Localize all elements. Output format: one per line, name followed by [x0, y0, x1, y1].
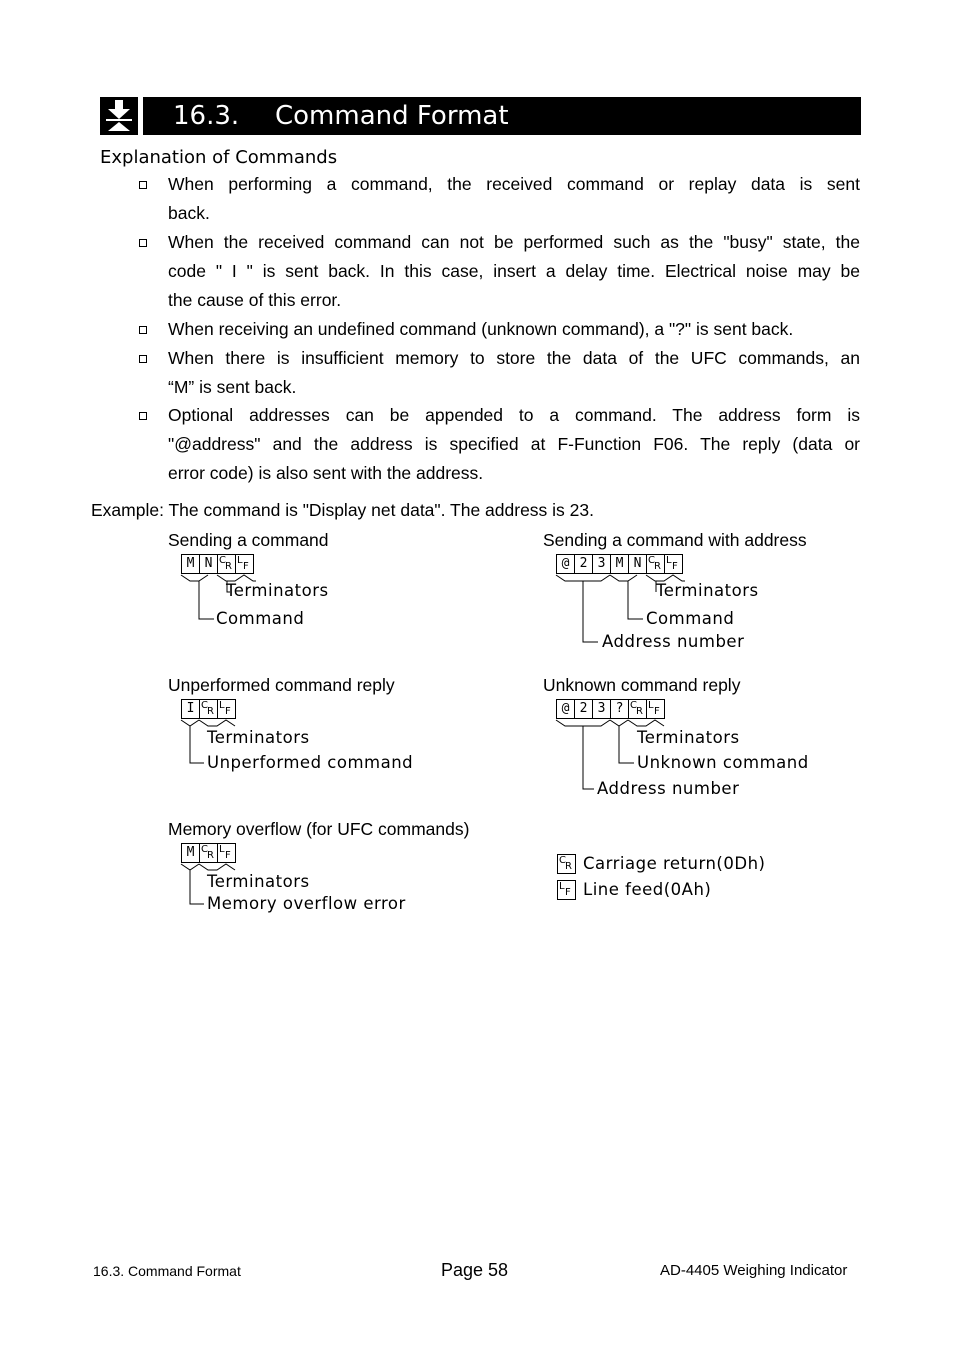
char-box: 3 [593, 554, 611, 574]
footer-section: 16.3. Command Format [93, 1263, 241, 1279]
legend-lf-label: Line feed(0Ah) [583, 880, 712, 899]
diagram-title: Sending a command with address [543, 530, 807, 550]
label-terminators: Terminators [207, 728, 310, 747]
label-address-number: Address number [602, 632, 745, 651]
lf-icon: L F [236, 554, 254, 574]
label-unperformed-command: Unperformed command [207, 753, 414, 772]
label-terminators: Terminators [656, 581, 759, 600]
list-item: Optional addresses can be appended to a command. The address form is "@address" and the address is specified at F-Function F06. The reply (data or error code) is also sent with the address. [168, 405, 860, 483]
legend-cr-label: Carriage return(0Dh) [583, 854, 766, 873]
diagram-title: Sending a command [168, 530, 329, 550]
char-box: @ [556, 554, 575, 574]
label-terminators: Terminators [226, 581, 329, 600]
char-box: N [200, 554, 218, 574]
cr-icon: C R [218, 554, 236, 574]
list-item: When there is insufficient memory to store the data of the UFC commands, an “M” is sent back. [168, 348, 860, 397]
lf-icon: L F [218, 843, 236, 863]
label-command: Command [646, 609, 735, 628]
char-box: ? [611, 699, 629, 719]
list-item: When receiving an undefined command (unknown command), a "?" is sent back. [168, 319, 794, 339]
lf-icon: L F [218, 699, 236, 719]
cr-icon: C R [557, 854, 576, 874]
list-item: When the received command can not be performed such as the "busy" state, the code " I " is sent back. In this case, insert a delay time. Electrical noise may be the cause of this error. [168, 232, 860, 310]
label-address-number: Address number [597, 779, 740, 798]
char-box: @ [556, 699, 575, 719]
cr-icon: C R [200, 699, 218, 719]
cr-icon: C R [200, 843, 218, 863]
diagram-title: Unknown command reply [543, 675, 741, 695]
label-terminators: Terminators [637, 728, 740, 747]
diagram-title: Unperformed command reply [168, 675, 395, 695]
char-box: 3 [593, 699, 611, 719]
subheading: Explanation of Commands [100, 147, 338, 168]
label-unknown-command: Unknown command [637, 753, 809, 772]
char-box: M [181, 554, 200, 574]
diagram-title: Memory overflow (for UFC commands) [168, 819, 470, 839]
footer-product: AD-4405 Weighing Indicator [660, 1262, 848, 1279]
cr-icon: C R [629, 699, 647, 719]
char-box: M [181, 843, 200, 863]
page-number: Page 58 [441, 1260, 509, 1280]
label-terminators: Terminators [207, 872, 310, 891]
lf-icon: L F [647, 699, 665, 719]
lf-icon: L F [665, 554, 683, 574]
list-item: When performing a command, the received command or replay data is sent back. [168, 174, 860, 223]
example-text: Example: The command is "Display net data". The address is 23. [91, 500, 594, 520]
section-title: Command Format [275, 101, 509, 131]
lf-icon: L F [557, 880, 576, 900]
char-box: 2 [575, 554, 593, 574]
char-box: I [181, 699, 200, 719]
char-box: M [611, 554, 629, 574]
label-memory-overflow-error: Memory overflow error [207, 894, 406, 913]
cr-icon: C R [647, 554, 665, 574]
label-command: Command [216, 609, 305, 628]
section-number: 16.3. [173, 101, 240, 131]
char-box: N [629, 554, 647, 574]
char-box: 2 [575, 699, 593, 719]
